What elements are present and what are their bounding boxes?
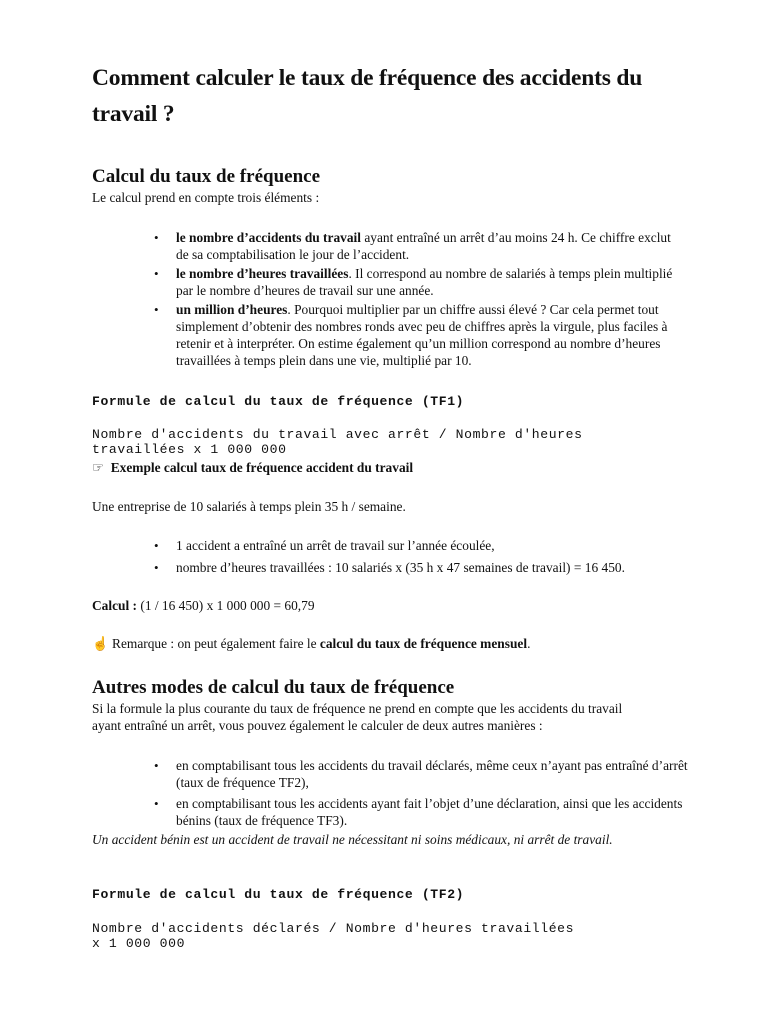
list-item-bold: le nombre d’heures travaillées: [176, 266, 349, 281]
list-item-text: en comptabilisant tous les accidents ayant fait l’objet d’une déclaration, ainsi que les accidents bénins (taux de fréquence TF3).: [176, 796, 683, 828]
formula-tf1-line1: Nombre d'accidents du travail avec arrêt / Nombre d'heures: [92, 427, 583, 442]
remark-text: Remarque : on peut également faire le: [108, 636, 320, 651]
bullet: •: [154, 266, 159, 281]
list-item: [92, 265, 682, 299]
list-item-text: ayant entraîné un arrêt d’au moins 24 h. Ce chiffre exclut de sa comptabilisation le jour de l’accident.: [176, 230, 671, 262]
section1-heading: Calcul du taux de fréquence: [92, 166, 320, 187]
bullet: •: [154, 538, 159, 553]
example-list: [92, 537, 682, 576]
list-item: [92, 229, 682, 263]
remark-link[interactable]: calcul du taux de fréquence mensuel: [319, 636, 528, 651]
bullet: •: [154, 560, 159, 575]
calculation: [92, 597, 315, 614]
list-item-text: nombre d’heures travaillées : 10 salariés x (35 h x 47 semaines de travail) = 16 450.: [176, 560, 625, 575]
list-item-bold: un million d’heures: [176, 302, 288, 317]
bullet: •: [154, 230, 159, 245]
formula-tf1-heading: Formule de calcul du taux de fréquence (TF1): [92, 394, 465, 409]
pointing-hand-icon: ☞: [92, 460, 105, 475]
calc-label: Calcul :: [92, 598, 138, 613]
list-item-text: . Pourquoi multiplier par un chiffre aussi élevé ? Car cela permet tout simplement d’obtenir des nombres ronds avec peu de chiffres après la virgule, plus faciles à retenir et à interpréter. On estime également qu’un million correspond au nombre d’heures travaillées à temps plein dans une vie, multiplié par 10.: [176, 302, 668, 368]
formula-tf2-line2: x 1 000 000: [92, 936, 186, 951]
section1-intro: Le calcul prend en compte trois éléments :: [92, 190, 320, 205]
list-item: [92, 559, 682, 576]
section2-list: [92, 757, 692, 829]
list-item: [92, 301, 682, 369]
example-heading: [92, 459, 413, 476]
example-text: Une entreprise de 10 salariés à temps plein 35 h / semaine.: [92, 499, 406, 514]
formula-tf2-line1: Nombre d'accidents déclarés / Nombre d'heures travaillées: [92, 921, 575, 936]
calc-text: (1 / 16 450) x 1 000 000 = 60,79: [137, 598, 315, 613]
list-item-text: en comptabilisant tous les accidents du travail déclarés, même ceux n’ayant pas entraîné d’arrêt (taux de fréquence TF2),: [176, 758, 688, 790]
list-item: [92, 537, 682, 554]
remark-end: .: [527, 636, 531, 651]
bullet: •: [154, 302, 159, 317]
hand-pointer-icon: ☝: [92, 636, 109, 651]
list-item: [92, 757, 692, 791]
formula-tf2-heading: Formule de calcul du taux de fréquence (TF2): [92, 887, 465, 902]
list-item-bold: le nombre d’accidents du travail: [176, 230, 361, 245]
list-item-text: 1 accident a entraîné un arrêt de travail sur l’année écoulée,: [176, 538, 495, 553]
list-item-text: . Il correspond au nombre de salariés à temps plein multiplié par le nombre d’heures de travail sur une année.: [176, 266, 673, 298]
benign-accident-note: Un accident bénin est un accident de travail ne nécessitant ni soins médicaux, ni arrêt de travail.: [92, 832, 613, 847]
section1-list: [92, 229, 682, 369]
page-title: Comment calculer le taux de fréquence des accidents du travail ?: [92, 65, 643, 127]
section2-intro: Si la formule la plus courante du taux de fréquence ne prend en compte que les accidents du travail ayant entraîné un arrêt, vous pouvez également le calculer de deux autres manières :: [92, 701, 623, 733]
bullet: •: [154, 796, 159, 811]
bullet: •: [154, 758, 159, 773]
list-item: [92, 795, 692, 829]
section2-heading: Autres modes de calcul du taux de fréquence: [92, 677, 455, 698]
formula-tf1-line2: travaillées x 1 000 000: [92, 442, 287, 457]
remark: [92, 635, 530, 652]
example-heading-text: Exemple calcul taux de fréquence accident du travail: [110, 460, 414, 475]
